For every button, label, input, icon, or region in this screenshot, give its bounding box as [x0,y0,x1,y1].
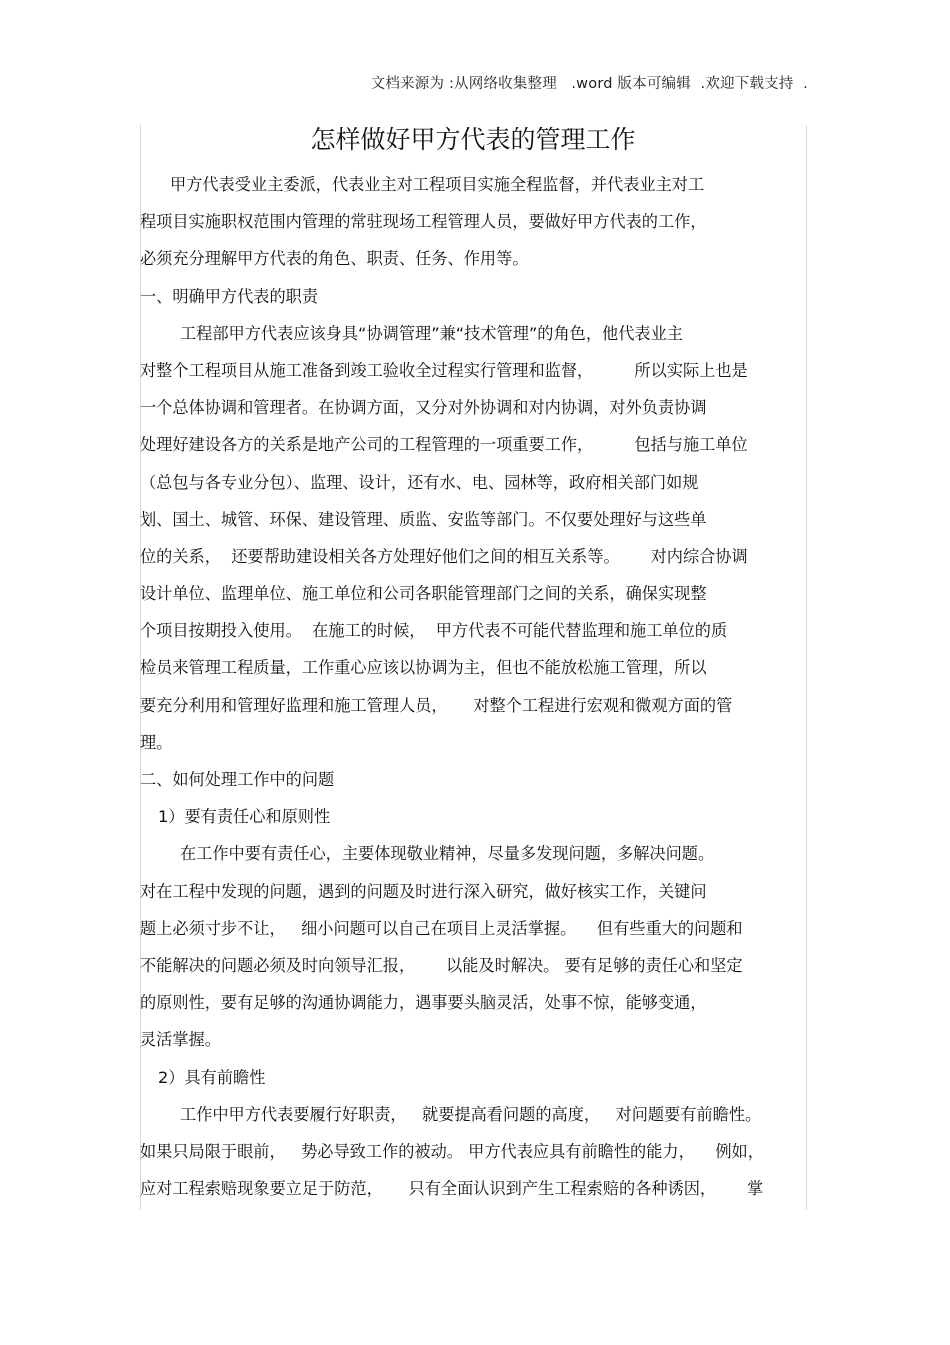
body-line: 2）具有前瞻性 [158,1067,266,1087]
body-line: 个项目按期投入使用。 在施工的时候， 甲方代表不可能代替监理和施工单位的质 [140,621,728,641]
body-line: 题上必须寸步不让， 细小问题可以自己在项目上灵活掌握。 但有些重大的问题和 [140,918,743,938]
body-line: 对在工程中发现的问题，遇到的问题及时进行深入研究，做好核实工作，关键问 [140,881,707,901]
body-line: 二、如何处理工作中的问题 [140,770,335,789]
body-line: 处理好建设各方的关系是地产公司的工程管理的一项重要工作， 包括与施工单位 [140,435,748,455]
body-line: 一个总体协调和管理者。在协调方面，又分对外协调和对内协调，对外负责协调 [140,398,707,418]
document-body [140,166,808,1207]
body-line: 灵活掌握。 [140,1030,221,1050]
body-line: 的原则性，要有足够的沟通协调能力，遇事要头脑灵活，处事不惊，能够变通， [140,993,707,1013]
body-line: 划、国土、城管、环保、建设管理、质监、安监等部门。不仅要处理好与这些单 [140,509,707,529]
body-line: 应对工程索赔现象要立足于防范， 只有全面认识到产生工程索赔的各种诱因， 掌 [140,1179,764,1199]
body-line: 在工作中要有责任心，主要体现敬业精神，尽量多发现问题，多解决问题。 [180,844,715,864]
body-line: 位的关系， 还要帮助建设相关各方处理好他们之间的相互关系等。 对内综合协调 [140,546,748,566]
body-line: 理。 [140,732,173,752]
body-line: （总包与各专业分包）、监理、设计，还有水、电、园林等，政府相关部门如规 [140,472,699,492]
body-line: 对整个工程项目从施工准备到竣工验收全过程实行管理和监督， 所以实际上也是 [140,360,748,380]
body-line: 1）要有责任心和原则性 [158,807,331,827]
body-line: 工程部甲方代表应该身具“协调管理”兼“技术管理”的角色，他代表业主 [180,323,683,343]
body-line: 如果只局限于眼前， 势必导致工作的被动。 甲方代表应具有前瞻性的能力， 例如， [140,1141,764,1161]
body-line: 甲方代表受业主委派，代表业主对工程项目实施全程监督，并代表业主对工 [170,175,705,194]
document-title: 怎样做好甲方代表的管理工作 [310,125,636,154]
body-line: 不能解决的问题必须及时向领导汇报， 以能及时解决。 要有足够的责任心和坚定 [140,955,743,975]
body-line: 要充分利用和管理好监理和施工管理人员， 对整个工程进行宏观和微观方面的管 [140,695,733,715]
body-line: 工作中甲方代表要履行好职责， 就要提高看问题的高度， 对问题要有前瞻性。 [180,1104,762,1124]
body-line: 必须充分理解甲方代表的角色、职责、任务、作用等。 [140,249,529,269]
body-line: 设计单位、监理单位、施工单位和公司各职能管理部门之间的关系，确保实现整 [140,584,707,604]
body-line: 一、明确甲方代表的职责 [140,286,319,306]
body-line: 检员来管理工程质量，工作重心应该以协调为主，但也不能放松施工管理，所以 [140,658,707,678]
body-line: 程项目实施职权范围内管理的常驻现场工程管理人员，要做好甲方代表的工作， [140,212,707,232]
document-source-note: 文档来源为 :从网络收集整理 .word 版本可编辑 .欢迎下载支持 . [370,76,808,92]
